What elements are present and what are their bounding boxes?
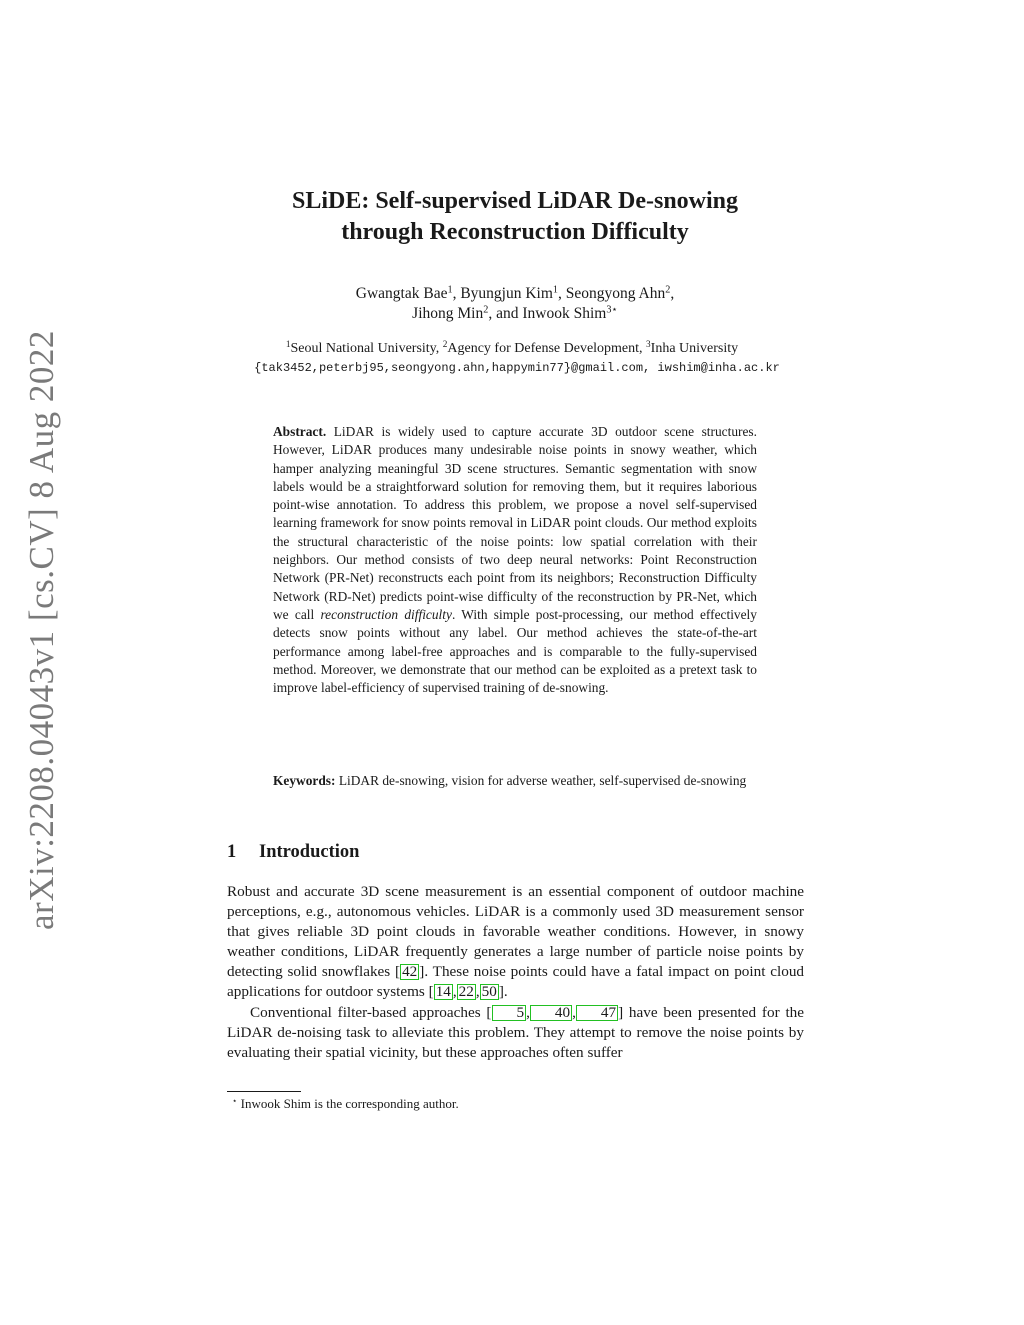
citation-link[interactable]: 50 <box>481 983 497 1001</box>
keywords <box>273 772 773 790</box>
abstract-label: Abstract. <box>273 424 327 439</box>
footnote <box>232 1096 459 1112</box>
author-affil-mark: 1 <box>447 284 453 296</box>
citation-link[interactable]: 5 <box>492 1005 527 1021</box>
author-affil-mark: 2 <box>483 304 489 316</box>
author-emails: {tak3452,peterbj95,seongyong.ahn,happymin77}@gmail.com, iwshim@inha.ac.kr <box>254 361 780 375</box>
author-affil-mark: 3⋆ <box>606 304 618 316</box>
citation-link[interactable]: 47 <box>576 1005 618 1021</box>
paper-title <box>200 186 830 248</box>
paragraph-text: ] have been presented for the LiDAR de-noising task to alleviate this problem. They attempt to remove the noise points by evaluating their spatial vicinity, but these approaches often suffer <box>227 1003 804 1061</box>
abstract-text: . With simple post-processing, our method effectively detects snow points without any label. Our method achieves the state-of-the-art performance among label-free approaches and is comparable to the fully-supervised method. Moreover, we demonstrate that our method can be exploited as a pretext task to improve label-efficiency of supervised training of de-snowing. <box>273 606 757 696</box>
keywords-label: Keywords: <box>273 773 336 788</box>
paragraph-text: Robust and accurate 3D scene measurement is an essential component of outdoor machine perceptions, e.g., autonomous vehicles. LiDAR is a commonly used 3D measurement sensor that gives reliable 3D point clouds in favorable weather conditions. However, in snowy weather conditions, LiDAR frequently generates a large number of particle noise points by detecting solid snowflakes [ <box>227 883 804 981</box>
author-line-2 <box>230 304 800 324</box>
title-line-2: through Reconstruction Difficulty <box>341 219 689 245</box>
citation-link[interactable]: 40 <box>530 1005 572 1021</box>
citation-link[interactable]: 14 <box>435 983 451 1001</box>
paragraph: Robust and accurate 3D scene measurement is an essential component of outdoor machine perceptions, e.g., autonomous vehicles. LiDAR is a commonly used 3D measurement sensor that gives reliable 3D point clouds in favorable weather conditions. However, in snowy weather conditions, LiDAR frequently generates a large number of particle noise points by detecting solid snowflakes [ 42 ]. These noise points could have a fatal impact on point cloud applications for outdoor systems [ 14 , 22 , 50 ]. <box>227 883 805 1001</box>
section-title: Introduction <box>259 842 360 862</box>
abstract <box>273 423 757 697</box>
paragraph-text: ]. These noise points could have a fatal impact on point cloud applications for outdoor systems [ <box>227 963 805 1001</box>
author-name: , Byungjun Kim <box>452 285 553 302</box>
author-separator: , <box>670 285 675 302</box>
footnote-text: Inwook Shim is the corresponding author. <box>237 1096 459 1111</box>
paragraph-text: ]. <box>498 983 508 1001</box>
affil-mark: 3 <box>646 338 651 349</box>
affil-text: Agency for Defense Development, <box>447 341 647 356</box>
affil-mark: 1 <box>285 338 291 349</box>
keywords-text: LiDAR de-snowing, vision for adverse weather, self-supervised de-snowing <box>338 773 747 788</box>
footnote-mark: ⋆ <box>232 1095 238 1106</box>
footnote-divider <box>227 1091 301 1092</box>
citation-link[interactable]: 22 <box>458 983 474 1001</box>
author-affil-mark: 2 <box>665 284 671 296</box>
author-name: Jihong Min <box>412 305 484 322</box>
section-heading <box>227 842 359 863</box>
introduction-body <box>227 882 804 1063</box>
author-name: Gwangtak Bae <box>355 285 448 302</box>
paragraph-text: Conventional filter-based approaches [ <box>250 1003 492 1021</box>
author-list <box>230 284 800 324</box>
arxiv-identifier: arXiv:2208.04043v1 [cs.CV] 8 Aug 2022 <box>22 330 61 930</box>
author-name: , and Inwook Shim <box>488 305 607 322</box>
abstract-text: LiDAR is widely used to capture accurate 3D outdoor scene structures. However, LiDAR produces many undesirable noise points in snowy weather, which hamper analyzing meaningful 3D scene structures. Semantic segmentation with snow labels would be a straightforward solution for removing them, but it requires laborious point-wise annotation. To address this problem, we propose a novel self-supervised learning framework for snow points removal in LiDAR point clouds. Our method exploits the structural characteristic of the noise points: low spatial correlation with their neighbors. Our method consists of two deep neural networks: Point Reconstruction Network (PR-Net) reconstructs each point from its neighbors; Reconstruction Difficulty Network (RD-Net) predicts point-wise difficulty of the reconstruction by PR-Net, which we call <box>273 424 757 622</box>
affil-text: Seoul National University, <box>290 341 443 356</box>
section-number: 1 <box>227 842 237 862</box>
title-line-1: SLiDE: Self-supervised LiDAR De-snowing <box>291 188 739 214</box>
author-line-1 <box>230 284 800 304</box>
affil-mark: 2 <box>442 338 448 349</box>
abstract-emphasis: reconstruction difficulty <box>320 606 452 622</box>
affiliations <box>212 340 812 358</box>
author-affil-mark: 1 <box>552 284 559 296</box>
citation-link[interactable]: 42 <box>402 963 418 981</box>
affil-text: Inha University <box>650 341 739 356</box>
paragraph: Conventional filter-based approaches [ 5 , 40 , 47 ] have been presented for the LiDAR de-noising task to alleviate this problem. They attempt to remove the noise points by evaluating their spatial vicinity, but these approaches often suffer <box>227 1003 804 1061</box>
author-name: , Seongyong Ahn <box>558 285 666 302</box>
